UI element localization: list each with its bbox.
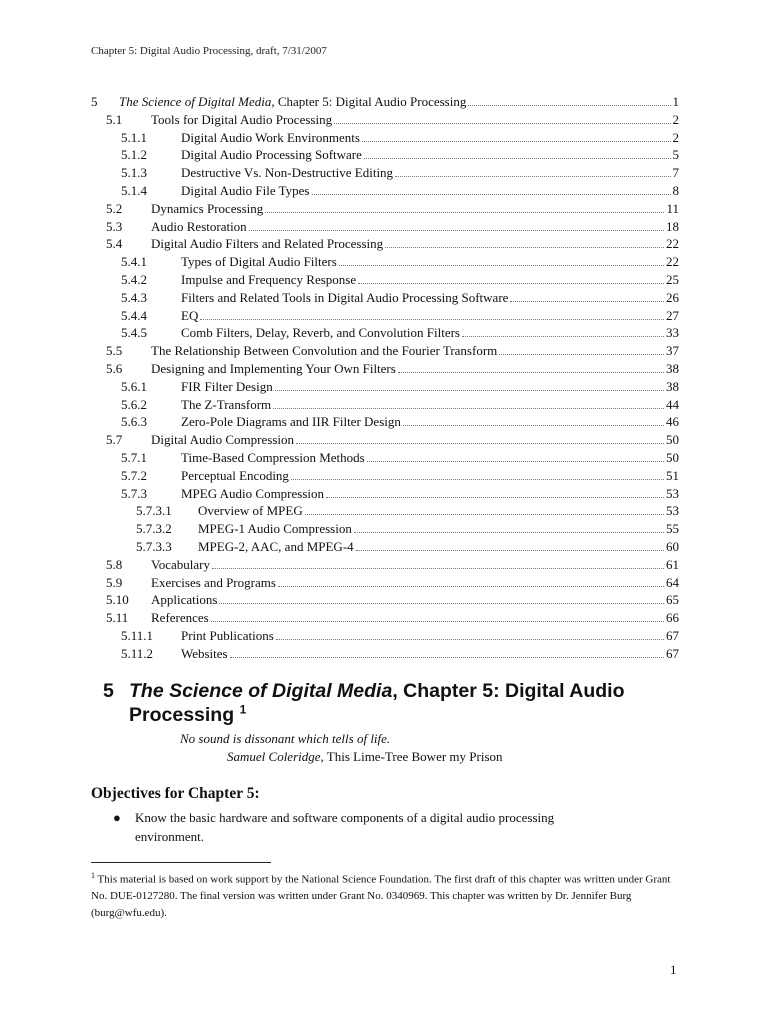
toc-title-text: Digital Audio Work Environments — [181, 129, 360, 145]
toc-title-text: Dynamics Processing — [151, 200, 264, 216]
objectives-list — [91, 808, 591, 846]
toc-title-text: Zero-Pole Diagrams and IIR Filter Design — [181, 414, 401, 430]
epigraph-author: Samuel Coleridge, — [227, 749, 324, 764]
toc-number: 5.1.4 — [121, 182, 147, 198]
toc-number: 5.7.3 — [121, 485, 147, 501]
toc-page-number: 38 — [666, 378, 679, 394]
toc-number: 5 — [91, 94, 98, 109]
toc-title — [181, 449, 367, 467]
toc-title — [151, 218, 249, 236]
toc-leader-dots — [358, 283, 664, 284]
toc-page-number: 51 — [666, 467, 679, 483]
toc-page-number: 66 — [666, 610, 679, 626]
toc-page-number: 2 — [672, 129, 679, 145]
toc-leader-dots — [398, 372, 664, 373]
toc-page-number: 2 — [672, 111, 679, 127]
toc-title — [181, 485, 326, 503]
toc-entry[interactable] — [91, 253, 679, 271]
toc-number: 5.10 — [106, 592, 129, 608]
toc-number: 5.7.1 — [121, 449, 147, 465]
toc-leader-dots — [291, 479, 664, 480]
toc-number: 5.2 — [106, 200, 123, 216]
toc-leader-dots — [334, 123, 670, 124]
toc-title — [151, 609, 211, 627]
toc-entry[interactable] — [91, 467, 679, 485]
toc-title-text: The Z-Transform — [181, 396, 272, 412]
toc-number: 5.4.4 — [121, 307, 147, 323]
toc-title-text: MPEG-1 Audio Compression — [198, 521, 352, 537]
toc-title-text: References — [151, 610, 209, 626]
toc-number: 5.6.2 — [121, 396, 147, 412]
toc-entry[interactable] — [91, 93, 679, 111]
toc-page-number: 26 — [666, 289, 679, 305]
toc-title-text: Digital Audio Compression — [151, 432, 294, 448]
toc-title-text: Destructive Vs. Non-Destructive Editing — [181, 165, 394, 181]
toc-title — [151, 111, 334, 129]
toc-title-text: Designing and Implementing Your Own Filters — [151, 360, 396, 376]
toc-title-text: Digital Audio Processing Software — [181, 147, 362, 163]
toc-leader-dots — [339, 265, 664, 266]
toc-page-number: 22 — [666, 236, 679, 252]
footnote-marker: 1 — [91, 871, 95, 880]
toc-title-text: MPEG-2, AAC, and MPEG-4 — [198, 538, 354, 554]
toc-page-number: 5 — [672, 147, 679, 163]
toc-leader-dots — [200, 319, 664, 320]
toc-leader-dots — [364, 158, 671, 159]
toc-entry[interactable] — [91, 645, 679, 663]
footnote-text: This material is based on work support by the National Science Foundation. The first draft of this chapter was written under Grant No. DUE-0127280. The final version was written under Grant No. 0340969. This chapter was written by Dr. Jennifer Burg (burg@wfu.edu). — [91, 873, 671, 919]
toc-title — [151, 431, 296, 449]
toc-entry[interactable] — [91, 413, 679, 431]
toc-leader-dots — [367, 461, 664, 462]
toc-number: 5.7.3.1 — [136, 503, 172, 519]
toc-number: 5.11.2 — [121, 645, 154, 661]
toc-title-text: Overview of MPEG — [198, 503, 303, 519]
table-of-contents — [91, 93, 679, 663]
toc-page-number: 1 — [672, 94, 679, 109]
toc-number: 5.1.2 — [121, 147, 147, 163]
toc-title — [181, 378, 275, 396]
toc-title — [181, 182, 312, 200]
bullet-icon: ● — [113, 810, 121, 825]
toc-number: 5.1.3 — [121, 165, 147, 181]
toc-title-text: Time-Based Compression Methods — [181, 449, 365, 465]
toc-number: 5.4 — [106, 236, 123, 252]
toc-title — [181, 396, 273, 414]
toc-leader-dots — [305, 514, 664, 515]
epigraph — [180, 730, 503, 766]
toc-number: 5.1.1 — [121, 129, 147, 145]
toc-number: 5.6 — [106, 360, 123, 376]
toc-title-text: Vocabulary — [151, 556, 210, 572]
toc-title — [119, 93, 468, 111]
toc-title — [181, 253, 339, 271]
toc-entry[interactable] — [91, 556, 679, 574]
toc-page-number: 50 — [666, 449, 679, 465]
toc-title-text: Filters and Related Tools in Digital Audio Processing Software — [181, 289, 509, 305]
toc-page-number: 8 — [672, 182, 679, 198]
toc-page-number: 60 — [666, 538, 679, 554]
toc-number: 5.4.1 — [121, 254, 147, 270]
toc-leader-dots — [385, 247, 664, 248]
toc-entry[interactable] — [91, 146, 679, 164]
chapter-footnote-marker[interactable]: 1 — [239, 702, 247, 717]
toc-page-number: 67 — [666, 645, 679, 661]
toc-page-number: 25 — [666, 271, 679, 287]
toc-page-number: 27 — [666, 307, 679, 323]
toc-number: 5.11.1 — [121, 627, 154, 643]
toc-title-text: Digital Audio File Types — [181, 182, 310, 198]
toc-entry[interactable] — [91, 200, 679, 218]
toc-entry[interactable] — [91, 111, 679, 129]
toc-number: 5.11 — [106, 610, 129, 626]
toc-number: 5.9 — [106, 574, 123, 590]
toc-leader-dots — [219, 603, 664, 604]
toc-title-text: Digital Audio Filters and Related Processing — [151, 236, 384, 252]
toc-leader-dots — [403, 425, 664, 426]
toc-number: 5.8 — [106, 556, 123, 572]
toc-number: 5.4.3 — [121, 289, 147, 305]
toc-page-number: 53 — [666, 503, 679, 519]
toc-number: 5.4.5 — [121, 325, 147, 341]
toc-title — [181, 129, 362, 147]
toc-page-number: 7 — [672, 165, 679, 181]
toc-page-number: 22 — [666, 254, 679, 270]
toc-title-text: Impulse and Frequency Response — [181, 271, 357, 287]
toc-entry[interactable] — [91, 182, 679, 200]
epigraph-work: This Lime-Tree Bower my Prison — [323, 749, 503, 764]
toc-title — [181, 271, 358, 289]
toc-page-number: 37 — [666, 343, 679, 359]
epigraph-quote: No sound is dissonant which tells of life. — [180, 731, 391, 746]
toc-entry[interactable] — [91, 342, 679, 360]
toc-number: 5.6.3 — [121, 414, 147, 430]
footnote — [91, 868, 681, 921]
toc-title-text: Applications — [151, 592, 218, 608]
toc-page-number: 55 — [666, 521, 679, 537]
toc-entry[interactable] — [91, 485, 679, 503]
toc-page-number: 11 — [666, 200, 679, 216]
toc-title — [198, 502, 305, 520]
toc-entry[interactable] — [91, 449, 679, 467]
toc-title-text: Websites — [181, 645, 228, 661]
toc-leader-dots — [362, 141, 671, 142]
toc-title-text: MPEG Audio Compression — [181, 485, 325, 501]
toc-title — [181, 146, 364, 164]
toc-title — [181, 413, 403, 431]
toc-entry[interactable] — [91, 360, 679, 378]
toc-page-number: 46 — [666, 414, 679, 430]
toc-title — [181, 627, 276, 645]
toc-leader-dots — [273, 408, 664, 409]
toc-title — [181, 467, 291, 485]
toc-title-italic: The Science of Digital Media — [119, 94, 272, 109]
toc-title — [151, 574, 278, 592]
toc-leader-dots — [230, 657, 664, 658]
toc-leader-dots — [249, 230, 664, 231]
toc-page-number: 64 — [666, 574, 679, 590]
page-number: 1 — [670, 962, 677, 977]
toc-entry[interactable] — [91, 627, 679, 645]
toc-title — [151, 200, 265, 218]
toc-title-text: The Relationship Between Convolution and the Fourier Transform — [151, 343, 498, 359]
toc-title — [181, 324, 462, 342]
toc-title-text: , Chapter 5: Digital Audio Processing — [271, 94, 467, 109]
toc-leader-dots — [211, 621, 664, 622]
toc-number: 5.4.2 — [121, 271, 147, 287]
chapter-heading — [103, 679, 663, 727]
toc-title-text: Comb Filters, Delay, Reverb, and Convolution Filters — [181, 325, 460, 341]
running-header: Chapter 5: Digital Audio Processing, draft, 7/31/2007 — [91, 45, 327, 57]
toc-page-number: 67 — [666, 627, 679, 643]
toc-page-number: 38 — [666, 360, 679, 376]
toc-entry[interactable] — [91, 502, 679, 520]
chapter-title-italic: The Science of Digital Media — [129, 680, 393, 702]
toc-number: 5.5 — [106, 343, 123, 359]
objectives-heading: Objectives for Chapter 5: — [91, 785, 260, 802]
toc-leader-dots — [326, 497, 664, 498]
toc-leader-dots — [468, 105, 670, 106]
toc-page-number: 33 — [666, 325, 679, 341]
toc-leader-dots — [356, 550, 664, 551]
toc-entry[interactable] — [91, 378, 679, 396]
toc-title — [198, 520, 354, 538]
toc-title-text: Print Publications — [181, 627, 274, 643]
toc-page-number: 61 — [666, 556, 679, 572]
toc-leader-dots — [275, 390, 664, 391]
toc-entry[interactable] — [91, 574, 679, 592]
objective-text: Know the basic hardware and software components of a digital audio processing environment. — [135, 810, 555, 844]
toc-number: 5.7.3.3 — [136, 538, 172, 554]
toc-title — [181, 645, 230, 663]
toc-leader-dots — [312, 194, 671, 195]
chapter-number: 5 — [103, 680, 114, 702]
toc-leader-dots — [265, 212, 664, 213]
toc-entry[interactable] — [91, 289, 679, 307]
toc-entry[interactable] — [91, 271, 679, 289]
toc-leader-dots — [296, 443, 664, 444]
toc-entry[interactable] — [91, 307, 679, 325]
toc-leader-dots — [510, 301, 664, 302]
toc-leader-dots — [499, 354, 664, 355]
toc-entry[interactable] — [91, 396, 679, 414]
toc-title — [151, 591, 219, 609]
chapter-title — [129, 679, 663, 727]
toc-page-number: 18 — [666, 218, 679, 234]
toc-title — [181, 307, 200, 325]
toc-page-number: 50 — [666, 432, 679, 448]
toc-number: 5.3 — [106, 218, 123, 234]
toc-number: 5.7 — [106, 432, 123, 448]
toc-title — [181, 164, 395, 182]
toc-entry[interactable] — [91, 129, 679, 147]
toc-title — [151, 360, 398, 378]
toc-leader-dots — [395, 176, 670, 177]
toc-leader-dots — [278, 586, 664, 587]
toc-number: 5.7.2 — [121, 467, 147, 483]
toc-page-number: 53 — [666, 485, 679, 501]
toc-title — [181, 289, 510, 307]
epigraph-source — [227, 748, 503, 766]
toc-number: 5.6.1 — [121, 378, 147, 394]
toc-title — [151, 556, 212, 574]
toc-title-text: Types of Digital Audio Filters — [181, 254, 337, 270]
toc-entry[interactable] — [91, 431, 679, 449]
footnote-divider — [91, 862, 271, 863]
toc-leader-dots — [212, 568, 664, 569]
toc-title-text: Audio Restoration — [151, 218, 247, 234]
toc-entry[interactable] — [91, 538, 679, 556]
toc-number: 5.7.3.2 — [136, 521, 172, 537]
toc-number: 5.1 — [106, 111, 123, 127]
toc-title — [151, 235, 385, 253]
toc-title-text: Exercises and Programs — [151, 574, 276, 590]
toc-entry[interactable] — [91, 235, 679, 253]
toc-title-text: Tools for Digital Audio Processing — [151, 111, 333, 127]
toc-title-text: EQ — [181, 307, 199, 323]
toc-entry[interactable] — [91, 218, 679, 236]
chapter-title-rest: , Chapter 5: Digital Audio Processing — [129, 680, 625, 726]
toc-title — [151, 342, 499, 360]
toc-leader-dots — [462, 336, 664, 337]
toc-entry[interactable] — [91, 591, 679, 609]
toc-entry[interactable] — [91, 324, 679, 342]
toc-leader-dots — [276, 639, 664, 640]
toc-title — [198, 538, 356, 556]
toc-page-number: 65 — [666, 592, 679, 608]
toc-leader-dots — [354, 532, 664, 533]
list-item — [91, 808, 591, 846]
toc-page-number: 44 — [666, 396, 679, 412]
toc-entry[interactable] — [91, 609, 679, 627]
toc-entry[interactable] — [91, 164, 679, 182]
toc-title-text: FIR Filter Design — [181, 378, 273, 394]
toc-entry[interactable] — [91, 520, 679, 538]
toc-title-text: Perceptual Encoding — [181, 467, 289, 483]
